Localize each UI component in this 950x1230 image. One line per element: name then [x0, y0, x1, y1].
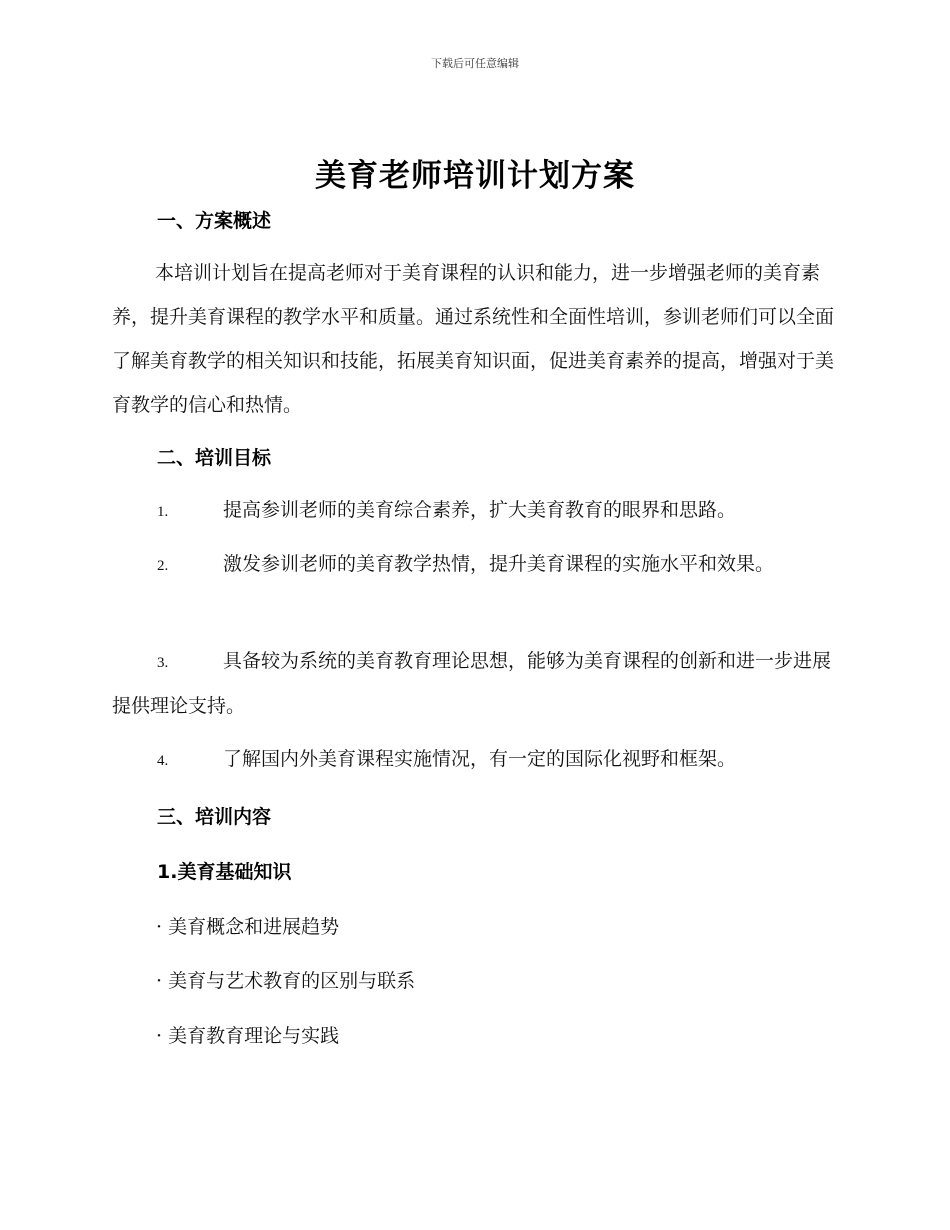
goal-text: 了解国内外美育课程实施情况，有一定的国际化视野和框架。: [223, 748, 737, 770]
goal-text: 提高参训老师的美育综合素养，扩大美育教育的眼界和思路。: [223, 499, 737, 521]
overview-paragraph: 本培训计划旨在提高老师对于美育课程的认识和能力，进一步增强老师的美育素养，提升美育课程的教学水平和质量。通过系统性和全面性培训，参训老师们可以全面了解美育教学的相关知识和技能，拓展美育知识面，促进美育素养的提高，增强对于美育教学的信心和热情。: [112, 262, 835, 416]
bullet-item: · 美育与艺术教育的区别与联系: [156, 970, 416, 992]
page-title: 美育老师培训计划方案: [315, 158, 635, 194]
goal-number: 3.: [157, 655, 169, 671]
goal-item-2: [112, 543, 842, 588]
header-note: 下载后可任意编辑: [431, 57, 519, 70]
goal-item-3: [112, 640, 842, 728]
goal-number: 1.: [157, 504, 169, 520]
goal-number: 4.: [157, 753, 169, 769]
goal-item-4: [112, 738, 842, 783]
goal-item-1: [112, 489, 842, 534]
goal-text: 具备较为系统的美育教育理论思想，能够为美育课程的创新和进一步进展提供理论支持。: [112, 650, 832, 717]
bullet-item: · 美育教育理论与实践: [156, 1025, 340, 1047]
section-heading-goals: 二、培训目标: [157, 447, 272, 469]
section-heading-content: 三、培训内容: [157, 806, 272, 828]
subheading-basics: 1.美育基础知识: [157, 861, 292, 883]
goal-text: 激发参训老师的美育教学热情，提升美育课程的实施水平和效果。: [223, 553, 775, 575]
goal-number: 2.: [157, 558, 169, 574]
section-heading-overview: 一、方案概述: [157, 210, 272, 232]
bullet-item: · 美育概念和进展趋势: [156, 916, 340, 938]
